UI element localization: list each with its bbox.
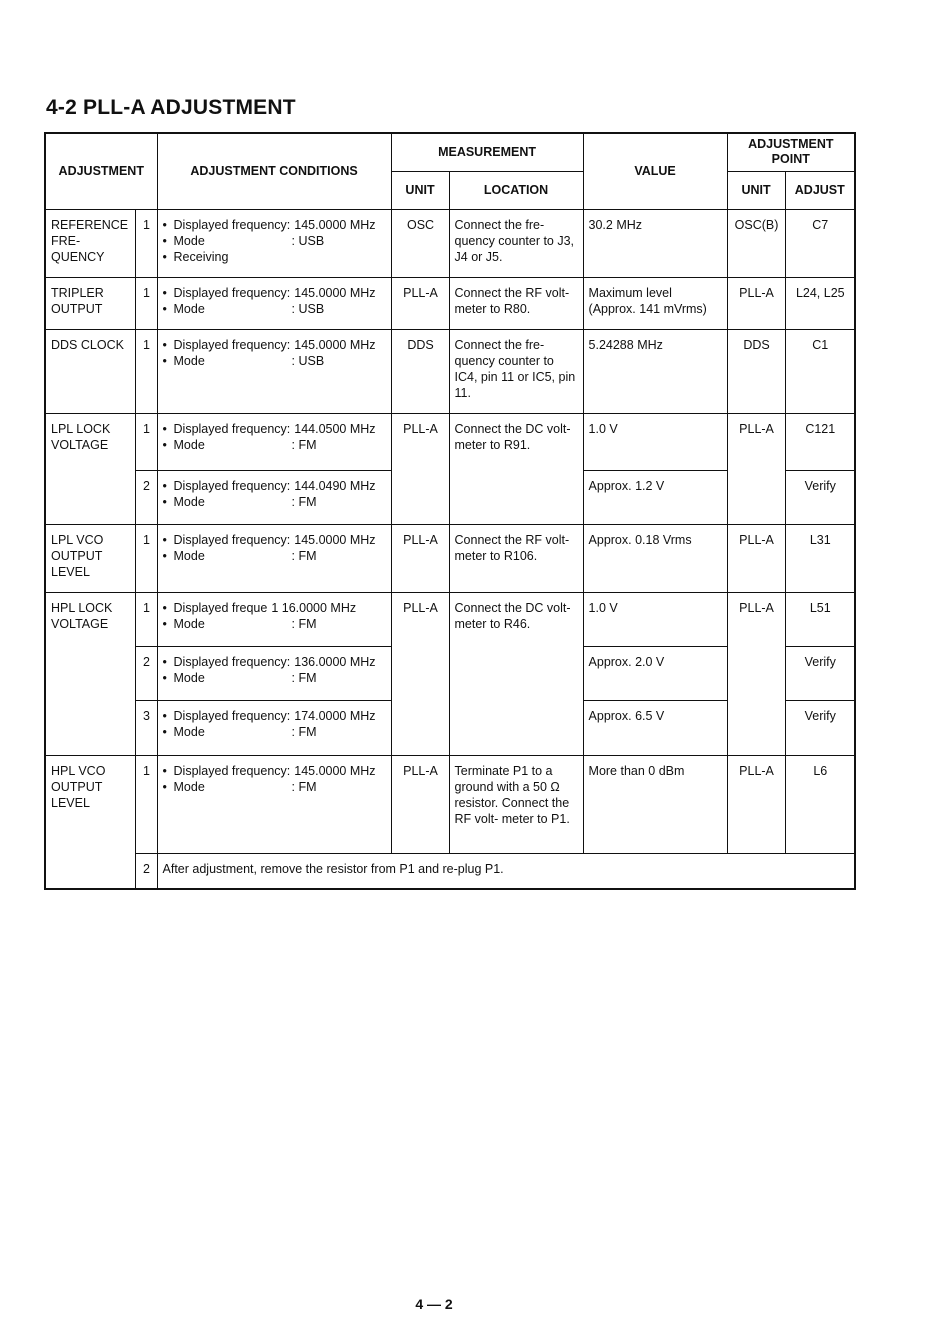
measurement-value-text: Approx. 0.18 Vrms [588, 532, 692, 547]
adjustment-conditions [157, 755, 391, 853]
measurement-value-text: Maximum level (Approx. 141 mVrms) [588, 285, 707, 316]
measurement-unit [391, 413, 449, 524]
step-number [135, 592, 157, 646]
header-adjustment-point: ADJUSTMENT POINT [727, 133, 855, 171]
measurement-location [449, 209, 583, 277]
adjustment-name-text: HPL LOCK VOLTAGE [51, 600, 113, 631]
bullet-icon: • [162, 353, 167, 368]
condition-label: Mode [173, 437, 205, 452]
condition-value: 145.0000 MHz [294, 337, 376, 352]
measurement-value [583, 592, 727, 646]
condition-item [163, 670, 387, 686]
measurement-unit [391, 329, 449, 413]
adjustment-name-text: HPL VCO OUTPUT LEVEL [51, 763, 106, 810]
header-unit: UNIT [391, 171, 449, 209]
condition-value: : FM [291, 494, 317, 509]
adjustment-conditions [157, 209, 391, 277]
adjustment-point-unit [727, 755, 785, 853]
step-number [135, 413, 157, 470]
pll-a-adjustment-table [44, 132, 856, 890]
measurement-unit [391, 592, 449, 755]
condition-label: Displayed frequency: [173, 532, 291, 547]
condition-item [163, 437, 387, 453]
header-conditions: ADJUSTMENT CONDITIONS [157, 133, 391, 209]
measurement-value-text: 1.0 V [588, 421, 618, 436]
adjustment-name [45, 209, 135, 277]
step-number [135, 209, 157, 277]
condition-value: : FM [291, 670, 317, 685]
adjustment-point-adjust [785, 646, 855, 700]
adjustment-name [45, 277, 135, 329]
header-point-unit: UNIT [727, 171, 785, 209]
condition-item [163, 494, 387, 510]
condition-item [163, 654, 387, 670]
condition-label: Displayed frequency: [173, 654, 291, 669]
adjustment-point-adjust-text: Verify [804, 654, 836, 669]
adjustment-point-unit [727, 209, 785, 277]
adjustment-point-unit [727, 413, 785, 524]
bullet-icon: • [162, 616, 167, 631]
conditions-list [158, 647, 391, 692]
adjustment-point-adjust [785, 524, 855, 592]
step-number [135, 329, 157, 413]
condition-label: Mode [173, 233, 205, 248]
table-row [45, 413, 855, 470]
conditions-list [158, 330, 391, 375]
table-row [45, 277, 855, 329]
adjustment-point-adjust-text: L51 [809, 600, 831, 615]
condition-label: Mode [173, 670, 205, 685]
adjustment-point-adjust-text: L31 [809, 532, 831, 547]
measurement-value [583, 755, 727, 853]
measurement-unit-text: PLL-A [403, 285, 438, 300]
bullet-icon: • [162, 532, 167, 547]
adjustment-point-adjust [785, 470, 855, 524]
condition-label: Mode [173, 353, 205, 368]
measurement-value-text: 1.0 V [588, 600, 618, 615]
step-number-text: 3 [143, 708, 150, 723]
condition-item [163, 421, 387, 437]
adjustment-name-text: TRIPLER OUTPUT [51, 285, 104, 316]
condition-value: : USB [291, 233, 325, 248]
measurement-value [583, 470, 727, 524]
table-body [45, 209, 855, 889]
adjustment-point-adjust [785, 592, 855, 646]
step-number-text: 1 [143, 600, 150, 615]
adjustment-point-adjust [785, 329, 855, 413]
measurement-value [583, 329, 727, 413]
bullet-icon: • [162, 708, 167, 723]
conditions-list [158, 210, 391, 271]
measurement-value [583, 524, 727, 592]
condition-item [163, 708, 387, 724]
bullet-icon: • [162, 233, 167, 248]
measurement-value [583, 700, 727, 755]
adjustment-point-adjust-text: C121 [805, 421, 836, 436]
condition-label: Mode [173, 494, 205, 509]
measurement-unit-text: PLL-A [403, 532, 438, 547]
bullet-icon: • [162, 670, 167, 685]
condition-label: Receiving [173, 249, 229, 264]
condition-value: : FM [291, 779, 317, 794]
table-row [45, 209, 855, 277]
measurement-value-text: More than 0 dBm [588, 763, 685, 778]
measurement-unit [391, 277, 449, 329]
adjustment-conditions [157, 413, 391, 470]
condition-value: 145.0000 MHz [294, 532, 376, 547]
bullet-icon: • [162, 217, 167, 232]
measurement-location-text: Connect the RF volt- meter to R106. [454, 532, 570, 563]
measurement-location [449, 329, 583, 413]
adjustment-point-adjust [785, 700, 855, 755]
adjustment-point-unit-text: PLL-A [739, 421, 774, 436]
condition-item [163, 285, 387, 301]
adjustment-point-adjust-text: L24, L25 [795, 285, 845, 300]
condition-item [163, 301, 387, 317]
header-location: LOCATION [449, 171, 583, 209]
bullet-icon: • [162, 763, 167, 778]
condition-label: Displayed frequency: [173, 217, 291, 232]
conditions-list [158, 756, 391, 801]
measurement-value [583, 277, 727, 329]
adjustment-conditions [157, 329, 391, 413]
condition-label: Displayed frequency: [173, 763, 291, 778]
measurement-location [449, 592, 583, 755]
bullet-icon: • [162, 654, 167, 669]
measurement-value [583, 413, 727, 470]
adjustment-point-unit-text: PLL-A [739, 532, 774, 547]
header-value: VALUE [583, 133, 727, 209]
bullet-icon: • [162, 421, 167, 436]
measurement-unit-text: PLL-A [403, 600, 438, 615]
step-number-text: 2 [143, 861, 150, 876]
header-adjustment: ADJUSTMENT [45, 133, 157, 209]
adjustment-conditions [157, 470, 391, 524]
condition-value: : FM [291, 724, 317, 739]
measurement-location [449, 413, 583, 524]
conditions-list [158, 471, 391, 516]
header-adjust: ADJUST [785, 171, 855, 209]
step-number-text: 1 [143, 285, 150, 300]
adjustment-name [45, 524, 135, 592]
table-row [45, 524, 855, 592]
step-number-text: 2 [143, 654, 150, 669]
step-number-text: 2 [143, 478, 150, 493]
adjustment-point-adjust [785, 277, 855, 329]
condition-item [163, 249, 387, 265]
condition-label: Displayed frequency: [173, 708, 291, 723]
bullet-icon: • [162, 437, 167, 452]
step-number [135, 755, 157, 853]
condition-label: Mode [173, 616, 205, 631]
measurement-unit-text: PLL-A [403, 421, 438, 436]
condition-item [163, 478, 387, 494]
adjustment-point-unit [727, 592, 785, 755]
measurement-location-text: Connect the RF volt- meter to R80. [454, 285, 570, 316]
condition-value: : FM [291, 548, 317, 563]
condition-item [163, 217, 387, 233]
measurement-value-text: Approx. 1.2 V [588, 478, 665, 493]
condition-item [163, 233, 387, 249]
condition-label: Mode [173, 548, 205, 563]
adjustment-point-adjust [785, 413, 855, 470]
step-number [135, 853, 157, 889]
conditions-list [158, 701, 391, 746]
condition-label: Displayed frequency: [173, 478, 291, 493]
page-title: 4-2 PLL-A ADJUSTMENT [46, 96, 296, 119]
table-row [45, 329, 855, 413]
step-number [135, 470, 157, 524]
measurement-unit-text: DDS [407, 337, 434, 352]
condition-value: 144.0500 MHz [294, 421, 376, 436]
adjustment-point-adjust-text: C1 [812, 337, 829, 352]
conditions-list [158, 525, 391, 570]
bullet-icon: • [162, 724, 167, 739]
adjustment-conditions [157, 277, 391, 329]
adjustment-name [45, 755, 135, 889]
adjustment-point-adjust-text: C7 [812, 217, 829, 232]
condition-value: 144.0490 MHz [294, 478, 376, 493]
bullet-icon: • [162, 478, 167, 493]
condition-label: Displayed freque [173, 600, 268, 615]
measurement-location [449, 524, 583, 592]
condition-value: : USB [291, 301, 325, 316]
adjustment-point-adjust [785, 209, 855, 277]
adjustment-point-adjust-text: Verify [804, 708, 836, 723]
measurement-unit-text: PLL-A [403, 763, 438, 778]
adjustment-conditions [157, 646, 391, 700]
step-number-text: 1 [143, 337, 150, 352]
condition-label: Displayed frequency: [173, 421, 291, 436]
condition-item [163, 353, 387, 369]
measurement-value-text: 30.2 MHz [588, 217, 643, 232]
bullet-icon: • [162, 301, 167, 316]
step-number-text: 1 [143, 532, 150, 547]
adjustment-name [45, 413, 135, 524]
condition-label: Mode [173, 301, 205, 316]
measurement-value-text: 5.24288 MHz [588, 337, 663, 352]
measurement-value-text: Approx. 2.0 V [588, 654, 665, 669]
adjustment-point-unit-text: PLL-A [739, 763, 774, 778]
adjustment-name-text: LPL VCO OUTPUT LEVEL [51, 532, 104, 579]
condition-item [163, 779, 387, 795]
adjustment-point-adjust [785, 755, 855, 853]
adjustment-point-unit-text: PLL-A [739, 285, 774, 300]
adjustment-conditions [157, 700, 391, 755]
step-number-text: 1 [143, 763, 150, 778]
adjustment-point-unit-text: PLL-A [739, 600, 774, 615]
condition-item [163, 616, 387, 632]
adjustment-point-unit-text: DDS [743, 337, 770, 352]
adjustment-name [45, 592, 135, 755]
adjustment-conditions [157, 592, 391, 646]
page-number: 4 — 2 [415, 1296, 453, 1312]
measurement-location-text: Connect the fre- quency counter to IC4, pin 11 or IC5, pin 11. [454, 337, 576, 400]
measurement-location [449, 755, 583, 853]
step-number [135, 646, 157, 700]
bullet-icon: • [162, 779, 167, 794]
measurement-location-text: Connect the DC volt- meter to R91. [454, 421, 571, 452]
condition-value: 145.0000 MHz [294, 285, 376, 300]
step-note [157, 853, 855, 889]
bullet-icon: • [162, 600, 167, 615]
step-number [135, 700, 157, 755]
condition-value: : FM [291, 616, 317, 631]
condition-item [163, 337, 387, 353]
bullet-icon: • [162, 285, 167, 300]
condition-label: Displayed frequency: [173, 285, 291, 300]
condition-value: : USB [291, 353, 325, 368]
measurement-value-text: Approx. 6.5 V [588, 708, 665, 723]
adjustment-point-unit [727, 277, 785, 329]
step-number-text: 1 [143, 421, 150, 436]
table-row [45, 592, 855, 646]
condition-value: 136.0000 MHz [294, 654, 376, 669]
condition-item [163, 600, 387, 616]
adjustment-point-unit [727, 329, 785, 413]
adjustment-conditions [157, 524, 391, 592]
step-number-text: 1 [143, 217, 150, 232]
adjustment-point-adjust-text: L6 [813, 763, 828, 778]
condition-label: Displayed frequency: [173, 337, 291, 352]
condition-value: 145.0000 MHz [294, 217, 376, 232]
measurement-location-text: Terminate P1 to a ground with a 50 Ω resistor. Connect the RF volt- meter to P1. [454, 763, 570, 826]
measurement-location [449, 277, 583, 329]
adjustment-name-text: DDS CLOCK [51, 337, 124, 352]
adjustment-name-text: LPL LOCK VOLTAGE [51, 421, 111, 452]
condition-item [163, 724, 387, 740]
measurement-location-text: Connect the DC volt- meter to R46. [454, 600, 571, 631]
conditions-list [158, 278, 391, 323]
condition-label: Mode [173, 724, 205, 739]
bullet-icon: • [162, 494, 167, 509]
measurement-unit [391, 755, 449, 853]
condition-label: Mode [173, 779, 205, 794]
header-measurement: MEASUREMENT [391, 133, 583, 171]
adjustment-point-adjust-text: Verify [804, 478, 836, 493]
condition-item [163, 548, 387, 564]
table-row [45, 755, 855, 853]
measurement-value [583, 209, 727, 277]
condition-item [163, 532, 387, 548]
bullet-icon: • [162, 249, 167, 264]
measurement-unit [391, 524, 449, 592]
adjustment-name [45, 329, 135, 413]
conditions-list [158, 593, 391, 638]
measurement-unit-text: OSC [406, 217, 435, 232]
condition-value: : FM [291, 437, 317, 452]
measurement-unit [391, 209, 449, 277]
adjustment-name-text: REFERENCE FRE- QUENCY [51, 217, 129, 264]
condition-value: 145.0000 MHz [294, 763, 376, 778]
adjustment-point-unit-text: OSC(B) [734, 217, 779, 232]
adjustment-point-unit [727, 524, 785, 592]
step-note-text: After adjustment, remove the resistor from P1 and re-plug P1. [162, 861, 504, 876]
bullet-icon: • [162, 337, 167, 352]
condition-item [163, 763, 387, 779]
step-number [135, 524, 157, 592]
bullet-icon: • [162, 548, 167, 563]
measurement-value [583, 646, 727, 700]
table-row [45, 853, 855, 889]
conditions-list [158, 414, 391, 459]
condition-value: 1 16.0000 MHz [271, 600, 357, 615]
condition-value: 174.0000 MHz [294, 708, 376, 723]
measurement-location-text: Connect the fre- quency counter to J3, J4 or J5. [454, 217, 575, 264]
step-number [135, 277, 157, 329]
